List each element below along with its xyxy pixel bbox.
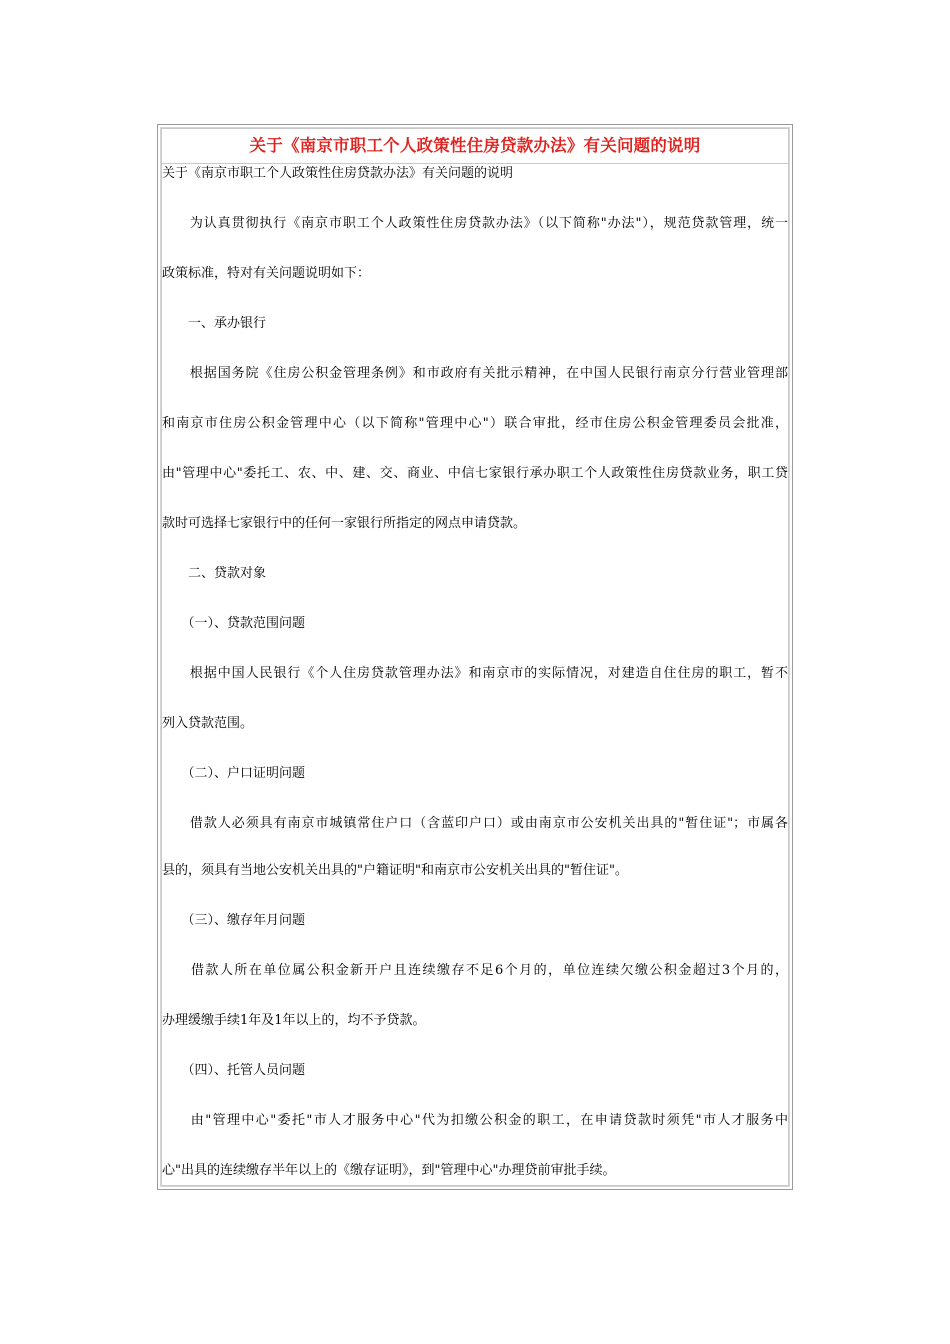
document-frame — [157, 124, 793, 1190]
paragraph-line: 款时可选择七家银行中的任何一家银行所指定的网点申请贷款。 — [162, 516, 527, 531]
section-heading: 一、承办银行 — [162, 316, 267, 331]
paragraph-line: 根据中国人民银行《个人住房贷款管理办法》和南京市的实际情况，对建造自住住房的职工，暂不 — [162, 666, 788, 681]
paragraph-line: 借款人必须具有南京市城镇常住户口（含蓝印户口）或由南京市公安机关出具的"暂住证"；市属各 — [162, 816, 788, 831]
paragraph-line: 政策标准，特对有关问题说明如下： — [162, 266, 371, 281]
document-table — [161, 128, 789, 1186]
subsection-heading: （一）、贷款范围问题 — [162, 616, 306, 631]
paragraph-line: 办理缓缴手续1年及1年以上的，均不予贷款。 — [162, 1013, 426, 1028]
subsection-heading: （三）、缴存年月问题 — [162, 913, 306, 928]
subtitle-line: 关于《南京市职工个人政策性住房贷款办法》有关问题的说明 — [162, 166, 514, 181]
paragraph-line: 为认真贯彻执行《南京市职工个人政策性住房贷款办法》（以下简称"办法"），规范贷款管理，统一 — [162, 216, 788, 231]
paragraph-line: 由"管理中心"委托工、农、中、建、交、商业、中信七家银行承办职工个人政策性住房贷款业务，职工贷 — [162, 466, 788, 481]
paragraph-line: 县的，须具有当地公安机关出具的"户籍证明"和南京市公安机关出具的"暂住证"。 — [162, 863, 628, 878]
paragraph-line: 由"管理中心"委托"市人才服务中心"代为扣缴公积金的职工，在申请贷款时须凭"市人才服务中 — [162, 1113, 788, 1128]
title-row — [162, 129, 788, 164]
paragraph-line: 借款人所在单位属公积金新开户且连续缴存不足6个月的，单位连续欠缴公积金超过3个月的， — [162, 963, 788, 978]
paragraph-line: 列入贷款范围。 — [162, 716, 254, 731]
paragraph-line: 和南京市住房公积金管理中心（以下简称"管理中心"）联合审批，经市住房公积金管理委员会批准， — [162, 416, 788, 431]
paragraph-line: 心"出具的连续缴存半年以上的《缴存证明》，到"管理中心"办理贷前审批手续。 — [162, 1163, 616, 1178]
section-heading: 二、贷款对象 — [162, 566, 267, 581]
subsection-heading: （四）、托管人员问题 — [162, 1063, 306, 1078]
document-title: 关于《南京市职工个人政策性住房贷款办法》有关问题的说明 — [249, 136, 701, 155]
subsection-heading: （二）、户口证明问题 — [162, 766, 306, 781]
paragraph-line: 根据国务院《住房公积金管理条例》和市政府有关批示精神，在中国人民银行南京分行营业管理部 — [162, 366, 788, 381]
